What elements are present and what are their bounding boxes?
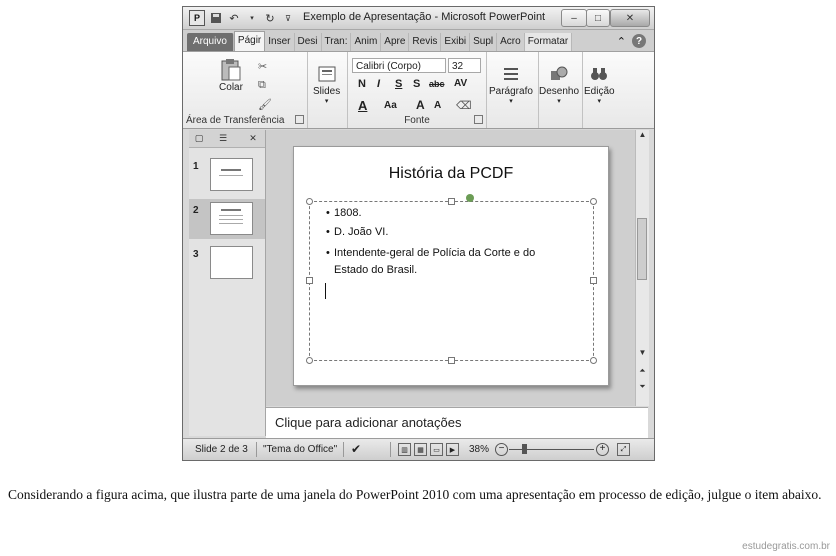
editing-button[interactable] [584,62,615,105]
tab-addins[interactable]: Supl [470,33,497,51]
change-case-button[interactable]: Aa [384,100,397,111]
slide-number: 3 [193,249,199,260]
close-pane-icon[interactable]: ✕ [249,132,257,143]
slide-editing-area [266,130,635,406]
content-placeholder[interactable] [309,201,594,361]
bullet-text: D. João VI. [334,226,389,238]
drawing-group [539,52,583,128]
slides-tab-icon[interactable]: ▢ [194,132,204,143]
character-spacing-button[interactable]: AV [454,78,468,89]
tab-animations[interactable]: Anim [351,33,381,51]
grow-font-button[interactable]: A [416,98,425,112]
outline-tab-icon[interactable]: ☰ [218,132,228,143]
resize-handle[interactable] [306,357,313,364]
clipboard-group-label: Área de Transferência [186,115,285,126]
window-title: Exemplo de Apresentação - Microsoft PowerPoint [303,11,546,23]
resize-handle[interactable] [306,198,313,205]
bullet-text: Estado do Brasil. [334,264,418,276]
cut-icon[interactable]: ✂ [258,61,268,73]
slides-dropdown-icon: ▾ [324,98,329,105]
watermark-credit: estudegratis.com.br [742,541,830,552]
rotation-handle[interactable] [466,194,474,202]
editing-group [583,52,623,128]
editing-dropdown-icon: ▾ [597,98,602,105]
slide-number: 1 [193,161,199,172]
editing-label: Edição [584,86,615,97]
slideshow-view-icon[interactable]: ▶ [446,443,459,456]
font-color-button[interactable]: A [358,98,368,113]
dropdown-arrow-icon[interactable]: ▾ [250,15,254,22]
resize-handle[interactable] [306,277,313,284]
font-size-select[interactable]: 32 [448,58,481,73]
tab-slideshow[interactable]: Apre [381,33,409,51]
save-icon[interactable] [209,11,223,25]
redo-icon[interactable]: ↻ [265,12,275,25]
zoom-out-icon[interactable]: − [495,443,508,456]
thumbnail-image [210,158,253,191]
font-launcher-icon[interactable] [474,115,483,124]
paragraph-dropdown-icon: ▾ [509,98,513,105]
drawing-dropdown-icon: ▾ [557,98,561,105]
font-name-select[interactable]: Calibri (Corpo) [352,58,446,73]
slide-sorter-icon[interactable]: ▦ [414,443,427,456]
tab-format[interactable]: Formatar [525,33,573,51]
text-cursor [325,283,326,299]
slides-pane-tabs [189,130,265,148]
minimize-button[interactable]: – [561,9,587,27]
paragraph-icon [499,62,523,86]
slide-thumbnail-3[interactable] [189,243,265,283]
slides-label: Slides [313,86,341,97]
bullet-item-continued [326,264,417,276]
minimize-ribbon-icon[interactable]: ⌃ [616,35,626,48]
paste-label: Colar [219,82,243,93]
reading-view-icon[interactable]: ▭ [430,443,443,456]
clipboard-icon [219,58,243,82]
shadow-button[interactable]: S [413,78,421,90]
tab-review[interactable]: Revis [409,33,441,51]
resize-handle[interactable] [590,198,597,205]
powerpoint-window [182,6,655,461]
next-slide-icon[interactable]: ⏷ [639,382,646,391]
zoom-in-icon[interactable]: + [596,443,609,456]
slide-number: 2 [193,205,199,216]
slide-thumbnail-1[interactable] [189,155,265,195]
paragraph-group [487,52,539,128]
binoculars-icon [587,62,611,86]
title-bar [183,7,654,30]
tab-acrobat[interactable]: Acro [497,33,525,51]
bullet-item: • D. João VI. [326,226,389,238]
quick-access-toolbar [189,10,295,26]
undo-icon[interactable]: ↶ [229,12,239,25]
slides-button[interactable] [313,62,340,105]
resize-handle[interactable] [448,357,455,364]
underline-button[interactable]: S [395,78,403,90]
vertical-scrollbar[interactable] [635,130,649,406]
status-bar [183,438,654,461]
drawing-button[interactable] [539,62,579,105]
slide-title[interactable]: História da PCDF [388,165,514,182]
close-button[interactable]: ✕ [610,9,650,27]
fit-to-window-icon[interactable]: ⤢ [617,443,630,456]
strikethrough-button[interactable]: abc [429,79,445,89]
notes-pane[interactable] [266,407,648,439]
slides-icon [315,62,339,86]
paragraph-button[interactable] [489,62,533,105]
scrollbar-thumb[interactable] [637,218,647,280]
drawing-label: Desenho [539,86,580,97]
help-icon[interactable]: ? [632,34,646,48]
ribbon [183,52,654,129]
resize-handle[interactable] [590,357,597,364]
paragraph-label: Parágrafo [489,86,533,97]
spelling-check-icon[interactable]: ✔ [351,442,362,456]
paste-button[interactable] [219,58,243,93]
help-area [617,31,646,51]
scroll-down-icon[interactable]: ▼ [638,348,647,357]
tab-view[interactable]: Exibi [441,33,470,51]
font-group [348,52,487,128]
thumbnail-image [210,246,253,279]
italic-button[interactable]: I [377,78,381,90]
scroll-up-icon[interactable]: ▲ [638,130,647,139]
slides-group [308,52,348,128]
tab-transitions[interactable]: Tran: [322,33,352,51]
resize-handle[interactable] [448,198,455,205]
resize-handle[interactable] [590,277,597,284]
normal-view-icon[interactable]: ▥ [398,443,411,456]
bullet-text: Intendente-geral de Polícia da Corte e do [334,247,536,259]
copy-icon[interactable]: ⧉ [258,79,266,91]
thumbnail-image [210,202,253,235]
bullet-item: • Intendente-geral de Polícia da Corte e do [326,247,536,259]
slide-info: Slide 2 de 3 [195,444,248,455]
bullet-item: • 1808. [326,207,362,219]
maximize-button[interactable]: □ [586,9,610,27]
tab-file[interactable]: Arquivo [187,33,234,51]
bullet-text: 1808. [334,207,362,219]
zoom-slider-knob[interactable] [522,444,527,454]
customize-qat-icon[interactable]: ⊽ [285,13,291,23]
font-group-label: Fonte [404,115,430,126]
clipboard-launcher-icon[interactable] [295,115,304,124]
clipboard-group [183,52,308,128]
slides-pane [189,130,266,436]
tab-insert[interactable]: Inser [265,33,294,51]
theme-name[interactable]: "Tema do Office" [263,444,338,455]
shapes-icon [547,62,571,86]
slide-thumbnail-2[interactable] [189,199,265,239]
notes-placeholder: Clique para adicionar anotações [275,415,462,430]
zoom-level[interactable]: 38% [469,444,490,455]
shrink-font-button[interactable]: A [434,100,442,111]
ribbon-tabs [183,30,654,52]
powerpoint-logo-icon[interactable]: P [189,10,205,26]
bold-button[interactable]: N [358,78,366,90]
clear-formatting-icon[interactable]: ⌫ [456,100,472,112]
current-slide[interactable] [293,146,609,386]
tab-home[interactable]: Págir [234,31,265,51]
tab-design[interactable]: Desi [295,33,322,51]
question-caption: Considerando a figura acima, que ilustra parte de uma janela do PowerPoint 2010 com uma apresentação em processo de edição, julgue o item abaixo. [8,487,822,502]
previous-slide-icon[interactable]: ⏶ [639,366,646,375]
format-painter-icon[interactable]: 🖌 [258,99,272,111]
